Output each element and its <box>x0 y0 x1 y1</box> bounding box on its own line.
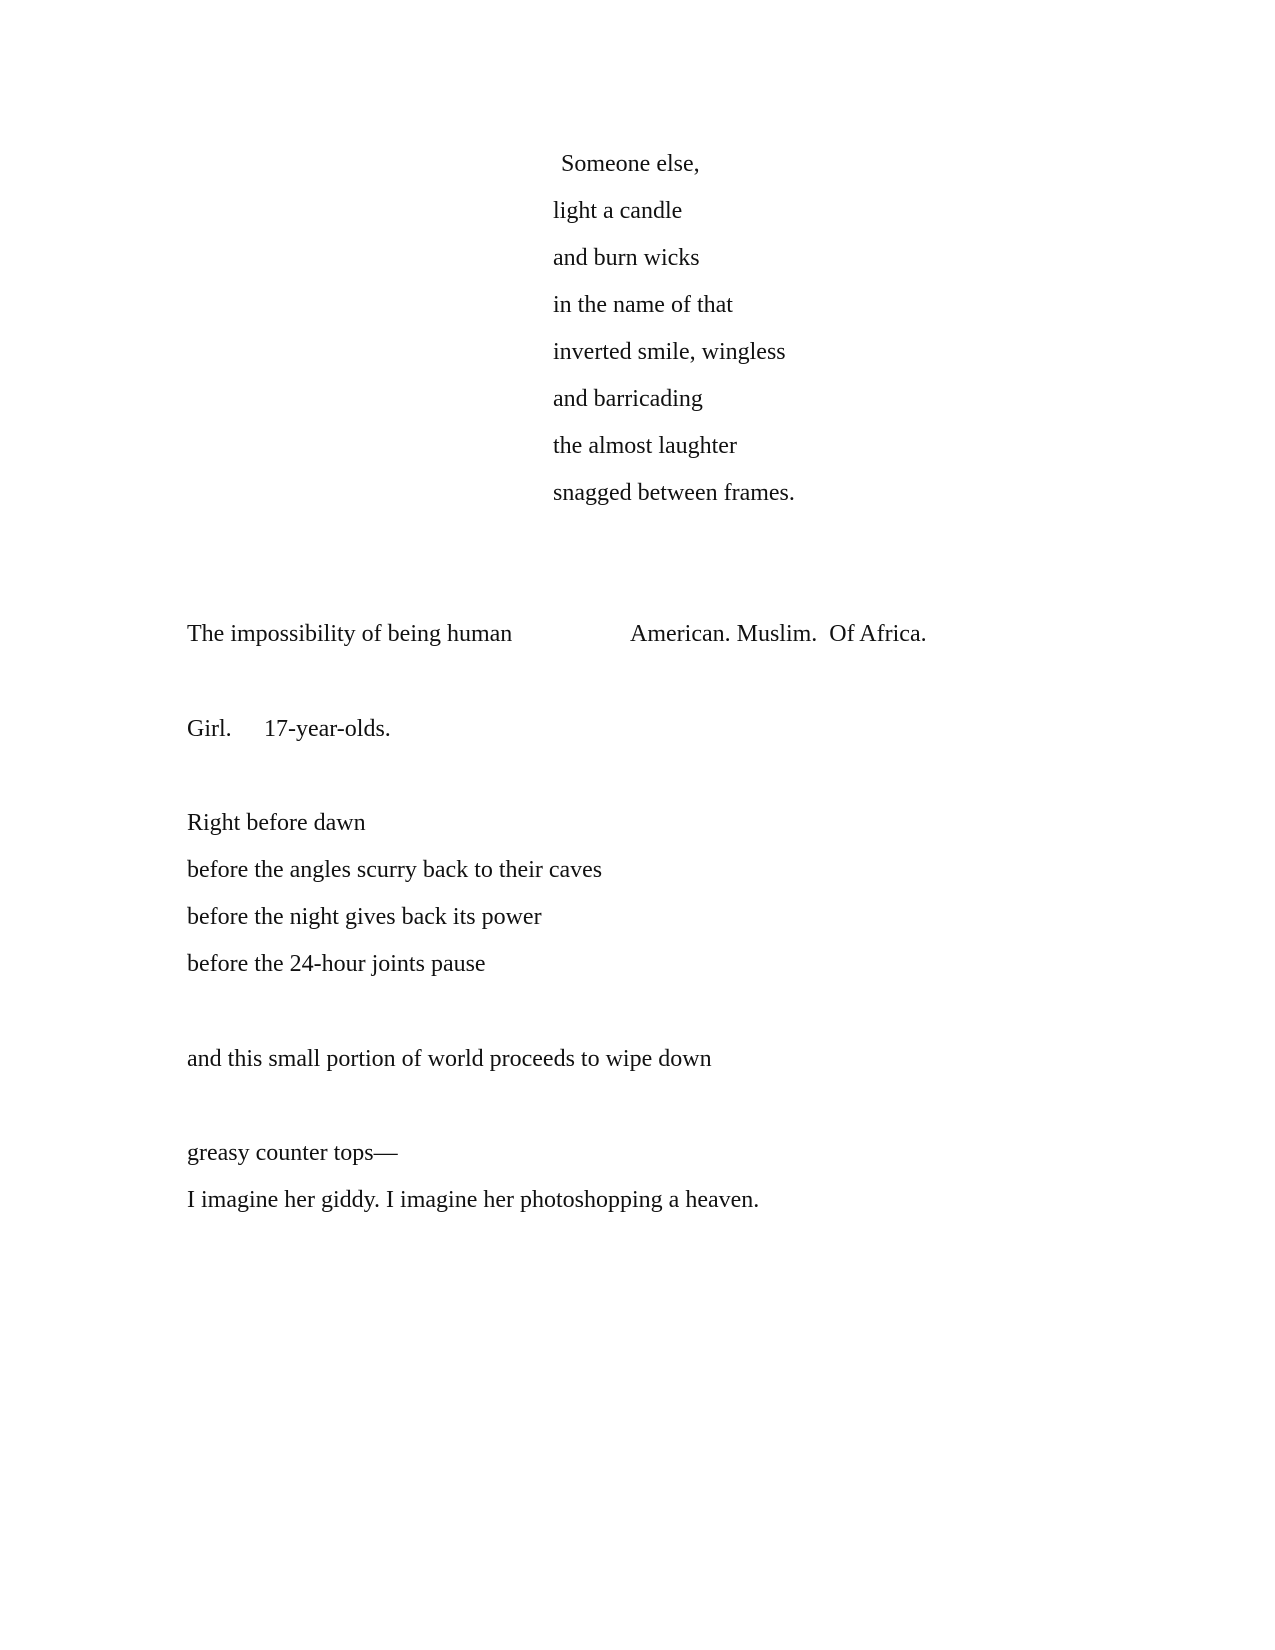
poem-line: and this small portion of world proceeds to wipe down <box>187 1046 712 1072</box>
poem-line: snagged between frames. <box>553 480 795 506</box>
poem-line: greasy counter tops— <box>187 1140 398 1166</box>
poem-line: Someone else, <box>561 151 700 177</box>
poem-line: before the night gives back its power <box>187 904 542 930</box>
poem-line: before the angles scurry back to their caves <box>187 857 603 883</box>
poem-line: inverted smile, wingless <box>553 339 786 365</box>
poem-label-ages: 17-year-olds. <box>264 716 391 742</box>
poem-line: before the 24-hour joints pause <box>187 951 486 977</box>
poem-label-girl: Girl. <box>187 716 232 742</box>
poem-line: the almost laughter <box>553 433 737 459</box>
poem-line: light a candle <box>553 198 683 224</box>
poem-line: and burn wicks <box>553 245 700 271</box>
poem-line: I imagine her giddy. I imagine her photoshopping a heaven. <box>187 1187 760 1213</box>
poem-line: Right before dawn <box>187 810 366 836</box>
poem-line: and barricading <box>553 386 703 412</box>
poem-title: The impossibility of being human <box>187 621 513 647</box>
poem-subtitle: American. Muslim. Of Africa. <box>630 621 927 647</box>
poem-line: in the name of that <box>553 292 733 318</box>
